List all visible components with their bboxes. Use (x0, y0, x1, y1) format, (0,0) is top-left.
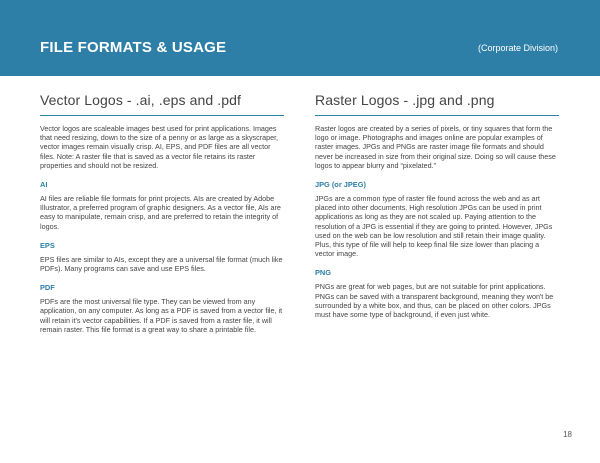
ai-text: AI files are reliable file formats for print projects. AIs are created by Adobe Illustrator, a preferred program of graphic designers. As a vector file, AIs are easy to manipulate, remain crisp, and are preferred to retain the integrity of logos. (40, 194, 281, 231)
header-bar (0, 0, 600, 76)
page-number: 18 (563, 430, 572, 439)
jpg-heading: JPG (or JPEG) (315, 180, 366, 190)
eps-heading: EPS (40, 240, 55, 250)
png-text: PNGs are great for web pages, but are not suitable for print applications. PNGs can be saved with a transparent background, meaning they won't be surrounded by a white box, and thus, can be placed on other colors. JPGs must have some type of background, if even just white. (315, 282, 554, 320)
raster-intro-text: Raster logos are created by a series of pixels, or tiny squares that form the logo or image. Photographs and images online are popular examples of raster images. JPGs and PNGs are raster image file formats and should never be increased in size from their original size. Doing so will cause these logos to appear blurry and “pixelated.” (315, 124, 556, 170)
pdf-text: PDFs are the most universal file type. They can be viewed from any application, on any computer. As long as a PDF is saved from a vector file, it will retain it's vector capabilities. If a PDF is saved from a raster file, it will remain raster. This file format is a great way to share a printable file. (40, 297, 283, 334)
ai-heading: AI (40, 180, 48, 190)
pdf-heading: PDF (40, 283, 55, 293)
division-label: (Corporate Division) (477, 43, 558, 53)
png-heading: PNG (315, 268, 332, 278)
eps-text: EPS files are similar to AIs, except they are a universal file format (much like PDFs). Many programs can save and use EPS files. (40, 254, 283, 274)
vector-logos-column (40, 92, 284, 344)
jpg-text: JPGs are a common type of raster file found across the web and as art placed into other documents. High resolution JPGs can be used in print applications as long as they are not scaled up. Paying attention to the resolution of a JPG is essential if they are going to printed. However, JPGs used on the web can be low resolution and still retain their image quality. Plus, this type of file will help to keep final file size lower than placing a vector image. (315, 194, 553, 259)
raster-logos-column (315, 92, 559, 329)
raster-logos-heading: Raster Logos - .jpg and .png (315, 92, 559, 116)
page-title: FILE FORMATS & USAGE (40, 39, 227, 56)
vector-logos-heading: Vector Logos - .ai, .eps and .pdf (40, 92, 284, 116)
vector-intro-text: Vector logos are scaleable images best used for print applications. Images that need resizing, down to the size of a penny or as large as a skyscraper, vector images remain visually crisp. AI, EPS, and PDF files are all vector files. Note: A raster file that is saved as a vector file retains its raster properties and should not be resized. (40, 124, 279, 170)
